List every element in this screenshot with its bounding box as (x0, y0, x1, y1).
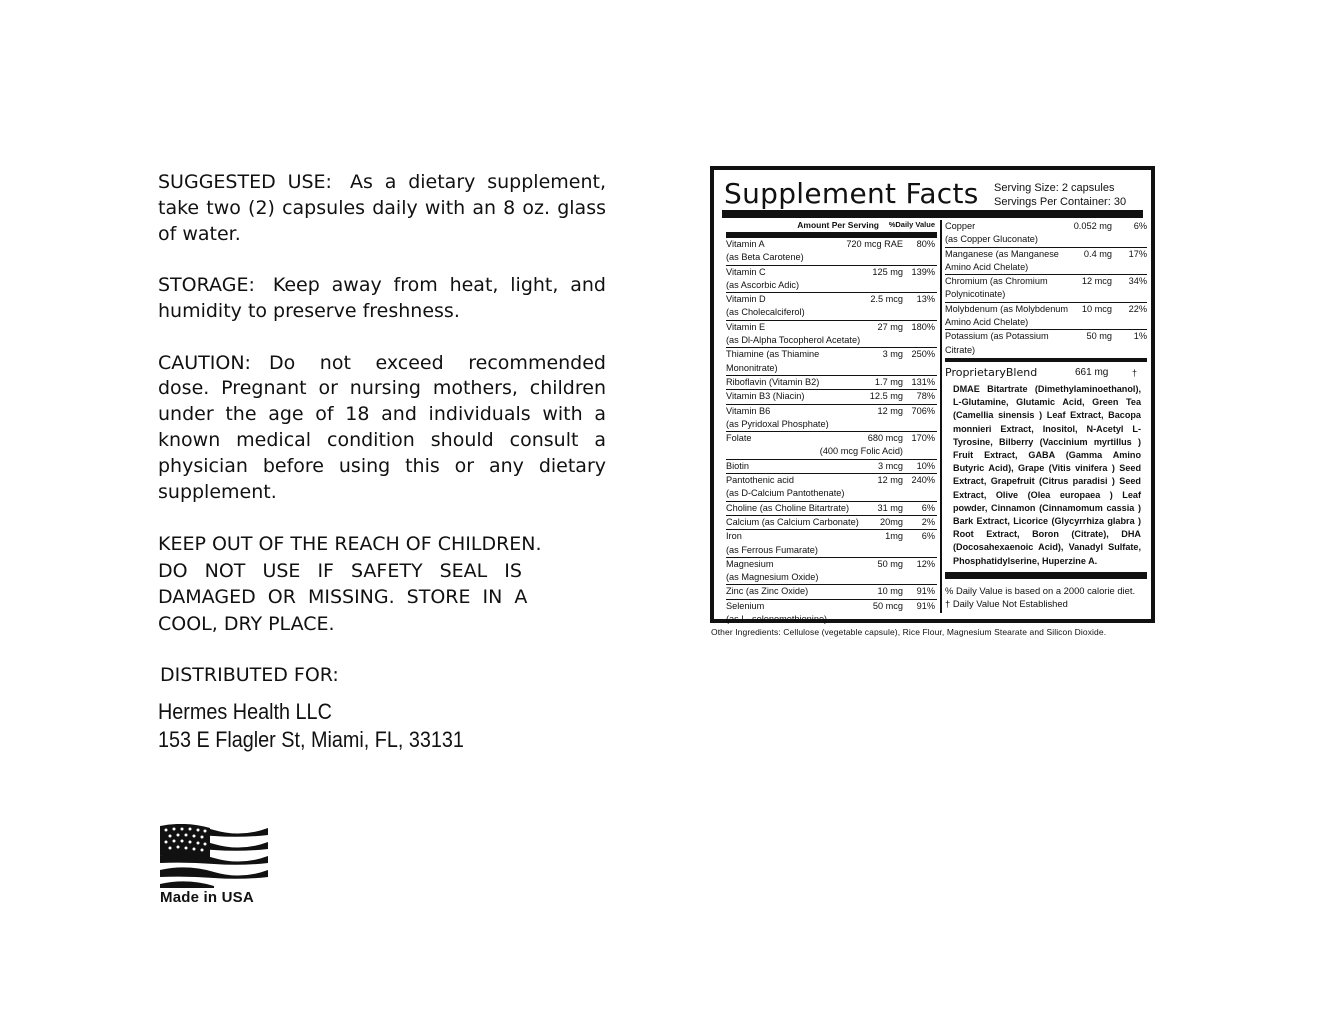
nutrient-note: (400 mcg Folic Acid) (819, 446, 903, 457)
nutrient-source: Citrate) (945, 344, 976, 355)
nutrient-amount: 3 mcg (877, 460, 903, 471)
nutrient-amount: 1.7 mg (874, 376, 903, 387)
nutrient-amount: 10 mg (877, 586, 903, 597)
nutrient-name: Vitamin E (726, 321, 766, 332)
suggested-use-label: SUGGESTED USE: (158, 171, 332, 193)
suggested-use (158, 170, 606, 247)
blend-amount: 661 mg (1075, 366, 1109, 378)
nutrient-dv: 91% (916, 600, 935, 611)
facts-right-column (945, 220, 1147, 611)
facts-title: Supplement Facts (724, 177, 979, 210)
storage (158, 273, 606, 325)
directions-section (158, 170, 606, 637)
nutrient-row (726, 530, 937, 558)
nutrient-amount: 680 mcg (867, 433, 903, 444)
nutrient-row (726, 238, 937, 266)
nutrient-amount: 3 mg (882, 349, 903, 360)
blend-dv: † (1131, 367, 1137, 378)
nutrient-name: Choline (as Choline Bitartrate) (726, 502, 850, 513)
storage-label: STORAGE: (158, 274, 255, 297)
nutrient-dv: 131% (911, 376, 935, 387)
dv-header: %Daily Value (888, 220, 935, 229)
nutrient-name: Vitamin A (726, 239, 765, 249)
nutrient-name: Selenium (726, 600, 765, 611)
nutrient-row (726, 474, 937, 502)
nutrient-amount: 12 mg (877, 405, 903, 416)
nutrient-dv: 17% (1128, 248, 1147, 259)
nutrient-row (726, 348, 937, 376)
servings-per-container: Servings Per Container: 30 (994, 196, 1127, 208)
supplement-facts-panel (710, 166, 1155, 623)
nutrient-row (726, 558, 937, 586)
blend-rule (945, 358, 1147, 362)
footnote-daily-value: % Daily Value is based on a 2000 calorie diet. (945, 584, 1136, 596)
warning-line: DAMAGED OR MISSING. STORE IN A (158, 586, 528, 609)
nutrient-source: (as Ascorbic Adic) (726, 279, 800, 290)
nutrient-source: Polynicotinate) (945, 289, 1006, 300)
nutrient-dv: 80% (916, 239, 935, 249)
nutrient-row (945, 275, 1147, 303)
nutrient-name: Chromium (as Chromium (945, 276, 1048, 287)
nutrient-list (726, 238, 937, 626)
nutrient-dv: 78% (916, 391, 935, 402)
nutrient-amount: 12 mcg (1081, 276, 1112, 287)
nutrient-source: (as L- selenomethionine) (726, 614, 828, 625)
nutrient-dv: 6% (1133, 221, 1147, 231)
nutrient-name: Magnesium (726, 558, 774, 569)
top-rule (722, 210, 1143, 218)
warning-line: KEEP OUT OF THE REACH OF CHILDREN. (158, 533, 542, 556)
nutrient-amount: 27 mg (877, 321, 903, 332)
nutrient-name: Vitamin D (726, 294, 766, 305)
nutrient-dv: 34% (1128, 276, 1147, 287)
nutrient-source: Amino Acid Chelate) (945, 261, 1029, 272)
nutrient-name: Iron (726, 531, 742, 542)
nutrient-amount: 12 mg (877, 475, 903, 486)
nutrient-amount: 20mg (880, 516, 903, 527)
nutrient-amount: 1mg (885, 531, 903, 542)
nutrient-source: (as Magnesium Oxide) (726, 572, 819, 583)
distributor-info (158, 698, 464, 754)
nutrient-source: (as Pyridoxal Phosphate) (726, 418, 829, 429)
distributed-label: DISTRIBUTED FOR: (160, 664, 339, 686)
nutrient-name: Manganese (as Manganese (945, 248, 1059, 259)
nutrient-row (945, 330, 1147, 357)
nutrient-amount: 50 mg (877, 558, 903, 569)
nutrient-dv: 170% (911, 433, 935, 444)
warning-block (158, 531, 606, 637)
blend-name: ProprietaryBlend (945, 365, 1038, 379)
made-in-usa-logo (160, 824, 272, 906)
nutrient-dv: 6% (921, 531, 935, 542)
nutrient-amount: 0.4 mg (1083, 248, 1112, 259)
nutrient-dv: 2% (921, 516, 935, 527)
made-in-usa-text: Made in USA (160, 889, 254, 906)
nutrient-name: Riboflavin (Vitamin B2) (726, 376, 820, 387)
nutrient-dv: 706% (911, 405, 935, 416)
nutrient-source: (as Dl-Alpha Tocopherol Acetate) (726, 335, 861, 346)
serving-info (994, 181, 1126, 209)
amount-header: Amount Per Serving (797, 220, 879, 230)
nutrient-name: Copper (945, 221, 976, 231)
nutrient-row (726, 432, 937, 460)
nutrient-name: Folate (726, 433, 752, 444)
nutrient-row (945, 303, 1147, 331)
nutrient-dv: 139% (911, 266, 935, 277)
nutrient-dv: 250% (911, 349, 935, 360)
nutrient-dv: 240% (911, 475, 935, 486)
nutrient-row (726, 502, 937, 516)
nutrient-name: Zinc (as Zinc Oxide) (726, 586, 809, 597)
nutrient-amount: 12.5 mg (869, 391, 903, 402)
nutrient-amount: 720 mcg RAE (846, 239, 903, 249)
nutrient-row (726, 516, 937, 530)
nutrient-row (726, 376, 937, 390)
nutrient-source: (as Cholecalciferol) (726, 307, 805, 318)
nutrient-row (726, 266, 937, 294)
column-divider (940, 220, 942, 613)
nutrient-name: Thiamine (as Thiamine (726, 349, 820, 360)
nutrient-name: Calcium (as Calcium Carbonate) (726, 516, 859, 527)
nutrient-amount: 10 mcg (1081, 303, 1112, 314)
other-ingredients: Other Ingredients: Cellulose (vegetable capsule), Rice Flour, Magnesium Stearate and Silicon Dioxide. (711, 627, 1107, 637)
footnotes (945, 584, 1147, 611)
facts-left-column (726, 220, 937, 626)
nutrient-row (726, 405, 937, 433)
nutrient-row (945, 248, 1147, 276)
company-address: 153 E Flagler St, Miami, FL, 33131 (158, 727, 464, 752)
caution-label: CAUTION: (158, 351, 251, 374)
serving-size: Serving Size: 2 capsules (994, 182, 1115, 194)
suggested-use-text: As a dietary supplement, take two (2) capsules daily with an 8 oz. glass of water. (158, 171, 606, 245)
blend-ingredients: DMAE Bitartrate (Dimethylaminoethanol), L-Glutamine, Glutamic Acid, Green Tea (Camellia sinensis ) Leaf Extract, Bacopa monnieri Extract, Inositol, N-Acetyl L-Tyrosine, Bilberry (Vaccinium myrtillus ) Fruit Extract, GABA (Gamma Amino Butyric Acid), Grape (Vitis vinifera ) Seed Extract, Grapefruit (Citrus paradisi ) Seed Extract, Olive (Olea europaea ) Leaf powder, Cinnamon (Cinnamomum cassia ) Bark Extract, Licorice (Glycyrrhiza glabra ) Root Extract, Boron (Citrate), DHA (Docosahexaenoic Acid), Vanadyl Sulfate, Phosphatidylserine, Huperzine A. (953, 383, 1141, 566)
nutrient-dv: 180% (911, 321, 935, 332)
storage-text: Keep away from heat, light, and humidity to preserve freshness. (158, 274, 606, 322)
nutrient-row (726, 585, 937, 599)
nutrient-source: Mononitrate) (726, 362, 778, 373)
nutrient-source: (as Copper Gluconate) (945, 234, 1038, 245)
nutrient-dv: 1% (1133, 331, 1147, 342)
footnote-rule (945, 572, 1147, 579)
caution-text: Do not exceed recommended dose. Pregnant or nursing mothers, children under the age of 18 and individuals with a known medical condition should consult a physician before using this or any dietary supplement. (158, 351, 606, 503)
nutrient-name: Vitamin B3 (Niacin) (726, 391, 805, 402)
nutrient-name: Molybdenum (as Molybdenum (945, 303, 1069, 314)
nutrient-row (726, 390, 937, 404)
nutrient-name: Vitamin C (726, 266, 766, 277)
nutrient-source: (as Ferrous Fumarate) (726, 544, 818, 555)
caution (158, 351, 606, 506)
nutrient-dv: 12% (916, 558, 935, 569)
nutrient-source: Amino Acid Chelate) (945, 317, 1029, 328)
proprietary-blend-row (945, 363, 1147, 383)
column-header (726, 220, 937, 230)
nutrient-name: Biotin (726, 460, 749, 471)
nutrient-dv: 13% (916, 294, 935, 305)
nutrient-amount: 50 mcg (872, 600, 903, 611)
nutrient-row (945, 220, 1147, 248)
nutrient-dv: 22% (1128, 303, 1147, 314)
nutrient-source: (as D-Calcium Pantothenate) (726, 488, 845, 499)
nutrient-dv: 10% (916, 460, 935, 471)
nutrient-row (726, 460, 937, 474)
nutrient-name: Vitamin B6 (726, 405, 771, 416)
footnote-not-established: † Daily Value Not Established (945, 598, 1068, 610)
nutrient-row (726, 293, 937, 321)
nutrient-row (726, 321, 937, 349)
nutrient-name: Pantothenic acid (726, 475, 794, 486)
nutrient-amount: 125 mg (872, 266, 903, 277)
nutrient-row (726, 600, 937, 627)
warning-line: DO NOT USE IF SAFETY SEAL IS (158, 559, 522, 582)
nutrient-source: (as Beta Carotene) (726, 252, 804, 263)
nutrient-dv: 6% (921, 502, 935, 513)
nutrient-amount: 31 mg (877, 502, 903, 513)
nutrient-name: Potassium (as Potassium (945, 331, 1049, 342)
nutrient-amount: 50 mg (1086, 331, 1112, 342)
warning-line: COOL, DRY PLACE. (158, 612, 335, 635)
company-name: Hermes Health LLC (158, 699, 332, 724)
nutrient-amount: 2.5 mcg (870, 294, 903, 305)
usa-flag-icon (160, 824, 268, 888)
nutrient-dv: 91% (916, 586, 935, 597)
mineral-list (945, 220, 1147, 357)
nutrient-amount: 0.052 mg (1073, 221, 1112, 231)
